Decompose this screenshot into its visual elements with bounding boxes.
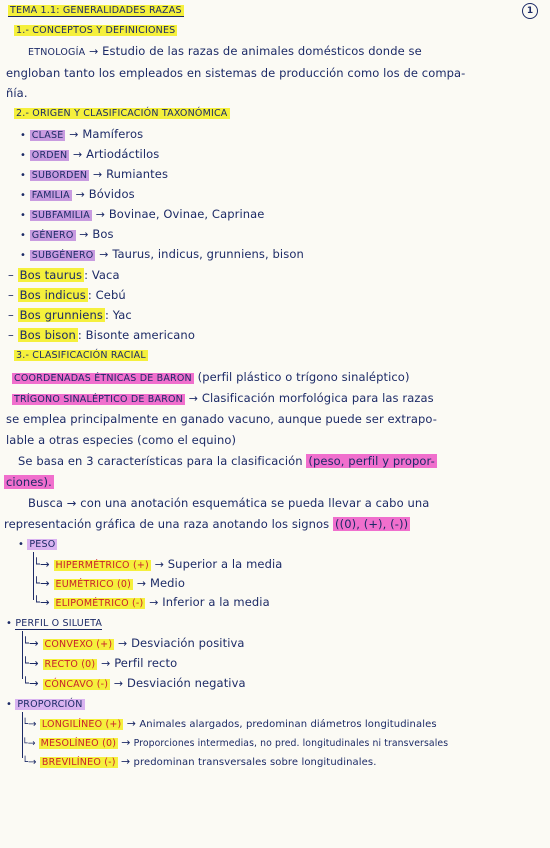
signs-text: ((0), (+), (-)) [335, 517, 409, 531]
taxon-row [20, 187, 135, 203]
species-common: Vaca [91, 268, 120, 282]
branch-arrow-icon: └→ [33, 557, 50, 571]
category-item [33, 595, 270, 611]
arrow-icon: → [121, 736, 131, 749]
dash-icon: – [8, 288, 14, 302]
branch-arrow-icon: └→ [22, 636, 39, 650]
taxon-value: Taurus, indicus, grunniens, bison [112, 247, 304, 261]
trigono-label: TRÍGONO SINALÉPTICO DE BARON [14, 394, 183, 405]
paragraph-line [18, 454, 437, 468]
arrow-icon: → [149, 596, 159, 609]
category-label: MESOLÍNEO (0) [40, 738, 117, 749]
taxon-rank: ORDEN [31, 150, 68, 161]
species-common: Yac [112, 308, 132, 322]
category-desc: Perfil recto [114, 656, 178, 670]
species-common: Bisonte americano [85, 328, 195, 342]
branch-arrow-icon: └→ [22, 757, 37, 768]
dash-icon: – [8, 308, 14, 322]
paragraph-line: se emplea principalmente en ganado vacuno, aunque puede ser extrapo- [6, 412, 437, 426]
section-2-heading-text: 2.- ORIGEN Y CLASIFICACIÓN TAXONÓMICA [16, 108, 228, 119]
paragraph-text: Se basa en 3 características para la clasificación [18, 454, 303, 468]
colon: : [87, 288, 92, 302]
paragraph-text: representación gráfica de una raza anotando los signos [4, 517, 330, 531]
arrow-icon: → [126, 717, 137, 730]
section-3-heading-text: 3.- CLASIFICACIÓN RACIAL [16, 350, 146, 361]
arrow-icon: → [99, 248, 109, 261]
taxon-rank: SUBORDEN [31, 170, 88, 181]
taxon-row [20, 147, 159, 163]
species-name: Bos bison [19, 328, 76, 342]
branch-arrow-icon: └→ [22, 656, 39, 670]
group-title-perfil [6, 617, 102, 631]
group-title-proporcion [6, 698, 85, 712]
highlight-text: ciones). [6, 475, 52, 489]
dash-icon: – [8, 268, 14, 282]
category-label: BREVILÍNEO (-) [41, 757, 116, 768]
arrow-icon: → [101, 657, 111, 670]
trigono-line [12, 391, 434, 407]
taxon-rank: SUBFAMILIA [31, 210, 90, 221]
taxon-value: Bovinae, Ovinae, Caprinae [108, 207, 265, 221]
etnologia-definition-line1 [28, 44, 422, 60]
group-title-text: PESO [29, 539, 56, 550]
arrow-icon: → [188, 392, 199, 405]
bullet-icon: • [20, 190, 26, 201]
group-title-text: PROPORCIÓN [17, 699, 83, 710]
category-label: RECTO (0) [44, 659, 96, 670]
paragraph-line [4, 475, 54, 489]
category-item [22, 636, 245, 652]
section-3-heading [14, 349, 148, 363]
bullet-icon: • [6, 699, 13, 710]
dash-icon: – [8, 328, 14, 342]
title-text: TEMA 1.1: GENERALIDADES RAZAS [10, 5, 182, 16]
highlight-text: (peso, perfil y propor- [308, 454, 435, 468]
bullet-icon: • [18, 539, 25, 550]
bullet-icon: • [20, 150, 26, 161]
taxon-rank: GÉNERO [31, 230, 74, 241]
paragraph-line [4, 517, 410, 531]
taxon-row [20, 207, 264, 223]
taxon-value: Mamíferos [82, 127, 144, 141]
category-label: CONVEXO (+) [44, 639, 113, 650]
branch-arrow-icon: └→ [22, 719, 37, 730]
bullet-icon: • [20, 170, 26, 181]
category-desc: Medio [149, 576, 185, 590]
species-row [8, 328, 195, 342]
category-desc: Desviación negativa [127, 676, 246, 690]
taxon-row [20, 227, 114, 243]
arrow-icon: → [92, 168, 103, 181]
taxon-row [20, 247, 304, 263]
page-number: 1 [522, 3, 538, 19]
species-row [8, 288, 126, 302]
species-name: Bos taurus [19, 268, 83, 282]
species-name: Bos indicus [19, 288, 86, 302]
species-row [8, 308, 132, 322]
species-common: Cebú [95, 288, 126, 302]
arrow-icon: → [69, 128, 79, 141]
bullet-icon: • [20, 250, 26, 261]
category-desc: Proporciones intermedias, no pred. longitudinales ni transversales [133, 738, 449, 749]
definition-text-1: Estudio de las razas de animales domésticos donde se [102, 44, 422, 58]
taxon-value: Rumiantes [106, 167, 169, 181]
taxon-value: Artiodáctilos [86, 147, 160, 161]
category-item [22, 676, 246, 692]
taxon-rank: CLASE [31, 130, 64, 141]
category-item [22, 656, 177, 672]
branch-arrow-icon: └→ [22, 738, 36, 749]
coordenadas-label: COORDENADAS ÉTNICAS DE BARON [14, 373, 192, 384]
category-item [22, 717, 437, 732]
taxon-value: Bóvidos [88, 187, 135, 201]
arrow-icon: → [89, 45, 99, 58]
taxon-row [20, 167, 168, 183]
category-desc: predominan transversales sobre longitudinales. [133, 757, 377, 768]
section-2-heading [14, 107, 230, 121]
arrow-icon: → [79, 228, 89, 241]
arrow-icon: → [118, 637, 128, 650]
arrow-icon: → [95, 208, 106, 221]
section-1-heading [14, 24, 177, 38]
bullet-icon: • [6, 618, 13, 629]
taxon-rank: FAMILIA [31, 190, 70, 201]
group-title-text: PERFIL O SILUETA [15, 618, 103, 629]
category-label: ELIPOMÉTRICO (-) [55, 598, 144, 609]
taxon-value: Bos [92, 227, 114, 241]
branch-arrow-icon: └→ [33, 595, 50, 609]
colon: : [104, 308, 109, 322]
category-item [22, 755, 376, 770]
taxon-rank: SUBGÉNERO [31, 250, 94, 261]
colon: : [77, 328, 82, 342]
etnologia-term: ETNOLOGÍA [28, 47, 86, 58]
bullet-icon: • [20, 230, 26, 241]
category-desc: Desviación positiva [131, 636, 245, 650]
trigono-text: Clasificación morfológica para las razas [201, 391, 434, 405]
species-row [8, 268, 120, 282]
page-title [8, 4, 184, 18]
coordenadas-text: (perfil plástico o trígono sinaléptico) [197, 370, 410, 384]
category-item [22, 736, 448, 751]
category-label: LONGILÍNEO (+) [41, 719, 122, 730]
definition-text-3: ñía. [6, 86, 28, 100]
branch-arrow-icon: └→ [22, 676, 39, 690]
coordenadas-line [12, 370, 410, 386]
paragraph-line: lable a otras especies (como el equino) [6, 433, 237, 447]
bullet-icon: • [20, 210, 26, 221]
category-item [33, 557, 282, 573]
arrow-icon: → [120, 755, 131, 768]
category-label: HIPERMÉTRICO (+) [55, 560, 149, 571]
category-label: EUMÉTRICO (0) [55, 579, 132, 590]
arrow-icon: → [113, 677, 124, 690]
colon: : [84, 268, 89, 282]
category-item [33, 576, 185, 592]
bullet-icon: • [20, 130, 26, 141]
species-name: Bos grunniens [19, 308, 103, 322]
category-desc: Inferior a la media [162, 595, 270, 609]
group-title-peso [18, 538, 57, 552]
arrow-icon: → [75, 188, 85, 201]
category-label: CÓNCAVO (-) [44, 679, 109, 690]
taxon-row [20, 127, 143, 143]
category-desc: Animales alargados, predominan diámetros longitudinales [139, 719, 437, 730]
section-1-heading-text: 1.- CONCEPTOS Y DEFINICIONES [16, 25, 176, 36]
arrow-icon: → [136, 577, 147, 590]
paragraph-line: Busca → con una anotación esquemática se pueda llevar a cabo una [28, 496, 430, 510]
category-desc: Superior a la media [167, 557, 283, 571]
branch-arrow-icon: └→ [33, 576, 50, 590]
definition-text-2: engloban tanto los empleados en sistemas de producción como los de compa- [6, 66, 466, 80]
arrow-icon: → [73, 148, 83, 161]
arrow-icon: → [154, 558, 165, 571]
